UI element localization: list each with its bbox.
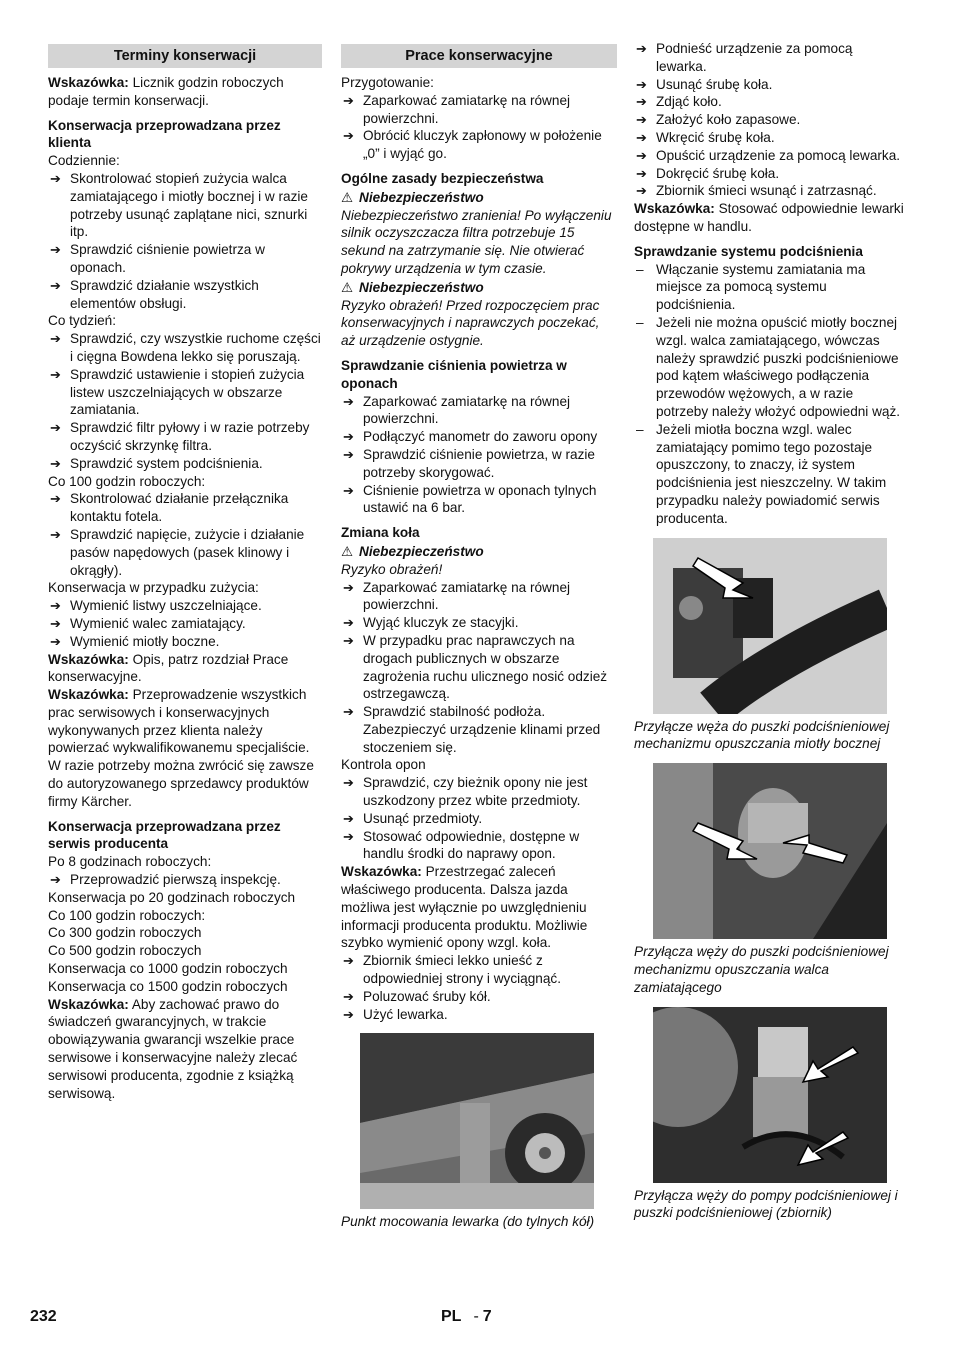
note: Wskazówka: Przestrzegać zaleceń właściwego producenta. Dalsza jazda możliwa jest wyłącznie po uwzględnieniu informacji producenta produktu. Możliwie szybko wymienić opony wzgl. koła. (341, 864, 588, 951)
list-item: ➔ Założyć koło zapasowe. (634, 111, 906, 129)
warning-text: Ryzyko obrażeń! (341, 561, 443, 577)
photo-jack-point (360, 1033, 594, 1209)
schedule-line: Konserwacja po 20 godzinach roboczych (48, 889, 296, 905)
label-8h: Po 8 godzinach roboczych: (48, 854, 212, 870)
subheading: Konserwacja przeprowadzana przez klienta (48, 117, 281, 151)
list-item: ➔ Skontrolować działanie przełącznika kontaktu fotela. (48, 490, 322, 526)
list-item: ➔ Przeprowadzić pierwszą inspekcję. (48, 871, 322, 889)
warning-title: ⚠ Niebezpieczeństwo (341, 189, 484, 205)
list-item: ➔ Obrócić kluczyk zapłonowy w położenie „0” i wyjąć go. (341, 127, 617, 163)
label-wear: Konserwacja w przypadku zużycia: (48, 580, 259, 596)
list-item: ➔ Sprawdzić działanie wszystkich elementów obsługi. (48, 277, 322, 313)
figure-caption: Przyłącza węży do puszki podciśnieniowej mechanizmu opuszczania walca zamiatającego (634, 944, 889, 995)
list-item: ➔ Wymienić miotły boczne. (48, 633, 322, 651)
list-item: ➔ Ciśnienie powietrza w oponach tylnych ustawić na 6 bar. (341, 482, 617, 518)
warning-text: Niebezpieczeństwo zranienia! Po wyłączeniu silnik oczyszczacza filtra potrzebuje 15 sekund na zatrzymanie się. Nie otwierać pokrywy urządzenia w tym czasie. (341, 207, 612, 276)
list-item: ➔ Zbiornik śmieci lekko unieść z odpowiedniej strony i wyciągnąć. (341, 952, 617, 988)
list-item: ➔ Wkręcić śrubę koła. (634, 129, 906, 147)
label-tyre-check: Kontrola opon (341, 757, 426, 773)
list-item: ➔ Sprawdzić, czy wszystkie ruchome części i cięgna Bowdena lekko się poruszają. (48, 330, 322, 366)
warning-text: Ryzyko obrażeń! Przed rozpoczęciem prac konserwacyjnych i naprawczych poczekać, aż urządzenie ostygnie. (341, 297, 600, 349)
list-item: ➔ Poluzować śruby kół. (341, 988, 617, 1006)
subheading: Sprawdzanie ciśnienia powietrza w oponach (341, 357, 567, 391)
schedule-line: Konserwacja co 1000 godzin roboczych (48, 961, 288, 977)
list-item: ➔ Zdjąć koło. (634, 93, 906, 111)
list-item: ➔ Dokręcić śrubę koła. (634, 165, 906, 183)
list-item: – Jeżeli nie można opuścić miotły bocznej wzgl. walca zamiatającego, wówczas należy sprawdzić puszki podciśnieniowe pod kątem właściwego podłączenia przewodów wężowych, a w razie potrzeby należy włożyć odpowiedni wąż. (634, 314, 906, 421)
label-daily: Codziennie: (48, 153, 120, 169)
label-100h: Co 100 godzin roboczych: (48, 473, 206, 489)
list-item: ➔ Podnieść urządzenie za pomocą lewarka. (634, 40, 906, 76)
list-item: ➔ Sprawdzić ustawienie i stopień zużycia listew uszczelniających w obszarze zamiatania. (48, 366, 322, 419)
schedule-line: Co 100 godzin roboczych: (48, 907, 206, 923)
column-maintenance-work (341, 44, 617, 1237)
figure-caption: Przyłącze węża do puszki podciśnieniowej mechanizmu opuszczania miotły bocznej (634, 718, 890, 752)
subheading: Konserwacja przeprowadzana przez serwis producenta (48, 818, 281, 852)
note: Wskazówka: Licznik godzin roboczych podaje termin konserwacji. (48, 75, 284, 108)
list-item: ➔ Sprawdzić ciśnienie powietrza, w razie potrzeby skorygować. (341, 446, 617, 482)
list-item: ➔ Sprawdzić stabilność podłoża. Zabezpieczyć urządzenie klinami przed stoczeniem się. (341, 703, 617, 756)
page-footer-lang: PL - 7 (441, 1308, 492, 1325)
list-item: ➔ Sprawdzić system podciśnienia. (48, 455, 322, 473)
section-header: Terminy konserwacji (48, 44, 322, 68)
section-header: Prace konserwacyjne (341, 44, 617, 68)
figure-caption: Przyłącza węży do pompy podciśnieniowej i puszki podciśnieniowej (zbiornik) (634, 1187, 898, 1221)
list-item: ➔ Wymienić walec zamiatający. (48, 615, 322, 633)
list-item: ➔ Sprawdzić filtr pyłowy i w razie potrzeby oczyścić skrzynkę filtra. (48, 419, 322, 455)
list-item: ➔ Zbiornik śmieci wsunąć i zatrzasnąć. (634, 182, 906, 200)
list-item: ➔ Stosować odpowiednie, dostępne w handlu środki do naprawy opon. (341, 828, 617, 864)
figure-caption: Punkt mocowania lewarka (do tylnych kół) (341, 1214, 595, 1230)
subheading: Ogólne zasady bezpieczeństwa (341, 170, 544, 186)
photo-pump-vacuum (653, 1007, 887, 1183)
list-item: ➔ W przypadku prac naprawczych na drogach publicznych w obszarze zagrożenia ruchu ulicznego nosić odzież ostrzegawczą. (341, 632, 617, 703)
list-item: ➔ Użyć lewarka. (341, 1006, 617, 1024)
note: Wskazówka: Aby zachować prawo do świadczeń gwarancyjnych, w trakcie obowiązywania gwarancji wszelkie prace serwisowe i konserwacyjne należy zlecać serwisowi producenta, zgodnie z książką serwisową. (48, 996, 298, 1101)
warning-triangle-icon: ⚠ (341, 279, 354, 295)
subheading: Sprawdzanie systemu podciśnienia (634, 243, 863, 259)
subheading: Zmiana koła (341, 525, 420, 541)
schedule-line: Co 500 godzin roboczych (48, 943, 202, 959)
list-item: ➔ Skontrolować stopień zużycia walca zamiatającego i miotły bocznej i w razie potrzeby usunąć zaplątane nici, sznurki itp. (48, 170, 322, 241)
column-maintenance-schedule (48, 44, 322, 1102)
list-item: ➔ Sprawdzić ciśnienie powietrza w oponach. (48, 241, 322, 277)
photo-side-brush-vacuum (653, 538, 887, 714)
list-item: ➔ Sprawdzić, czy bieżnik opony nie jest uszkodzony przez wbite przedmioty. (341, 774, 617, 810)
page-number: 232 (30, 1308, 57, 1325)
list-item: ➔ Wymienić listwy uszczelniające. (48, 597, 322, 615)
schedule-line: Konserwacja co 1500 godzin roboczych (48, 978, 288, 994)
note: Wskazówka: Przeprowadzenie wszystkich prac serwisowych i konserwacyjnych wykonywanych przez klienta należy powierzać wykwalifikowanemu specjaliście. W razie potrzeby można zwrócić się zawsze do autoryzowanego sprzedawcy produktów firmy Kärcher. (48, 687, 314, 809)
list-item: ➔ Zaparkować zamiatarkę na równej powierzchni. (341, 92, 617, 128)
photo-roller-vacuum (653, 763, 887, 939)
label-prep: Przygotowanie: (341, 75, 434, 90)
list-item: – Jeżeli miotła boczna wzgl. walec zamiatający pomimo tego pozostaje opuszczony, to znaczy, iż system podciśnienia jest nieszczelny. W takim przypadku należy powiadomić serwis producenta. (634, 421, 906, 528)
note: Wskazówka: Stosować odpowiednie lewarki dostępne w handlu. (634, 201, 904, 234)
list-item: – Włączanie systemu zamiatania ma miejsce za pomocą systemu podciśnienia. (634, 261, 906, 314)
warning-triangle-icon: ⚠ (341, 543, 354, 559)
list-item: ➔ Opuścić urządzenie za pomocą lewarka. (634, 147, 906, 165)
list-item: ➔ Wyjąć kluczyk ze stacyjki. (341, 614, 617, 632)
list-item: ➔ Usunąć przedmioty. (341, 810, 617, 828)
list-item: ➔ Usunąć śrubę koła. (634, 76, 906, 94)
label-weekly: Co tydzień: (48, 313, 117, 329)
column-wheel-vacuum (634, 40, 906, 1228)
jack-photo-illustration (360, 1033, 594, 1209)
note: Wskazówka: Opis, patrz rozdział Prace konserwacyjne. (48, 651, 289, 685)
roller-photo-illustration (653, 763, 887, 939)
list-item: ➔ Zaparkować zamiatarkę na równej powierzchni. (341, 579, 617, 615)
list-item: ➔ Podłączyć manometr do zaworu opony (341, 428, 617, 446)
side-brush-photo-illustration (653, 538, 887, 714)
list-item: ➔ Sprawdzić napięcie, zużycie i działanie pasów napędowych (pasek klinowy i okrągły). (48, 526, 322, 579)
warning-triangle-icon: ⚠ (341, 189, 354, 205)
pump-photo-illustration (653, 1007, 887, 1183)
warning-title: ⚠ Niebezpieczeństwo (341, 279, 484, 295)
schedule-line: Co 300 godzin roboczych (48, 925, 202, 941)
list-item: ➔ Zaparkować zamiatarkę na równej powierzchni. (341, 393, 617, 429)
warning-title: ⚠ Niebezpieczeństwo (341, 543, 484, 559)
